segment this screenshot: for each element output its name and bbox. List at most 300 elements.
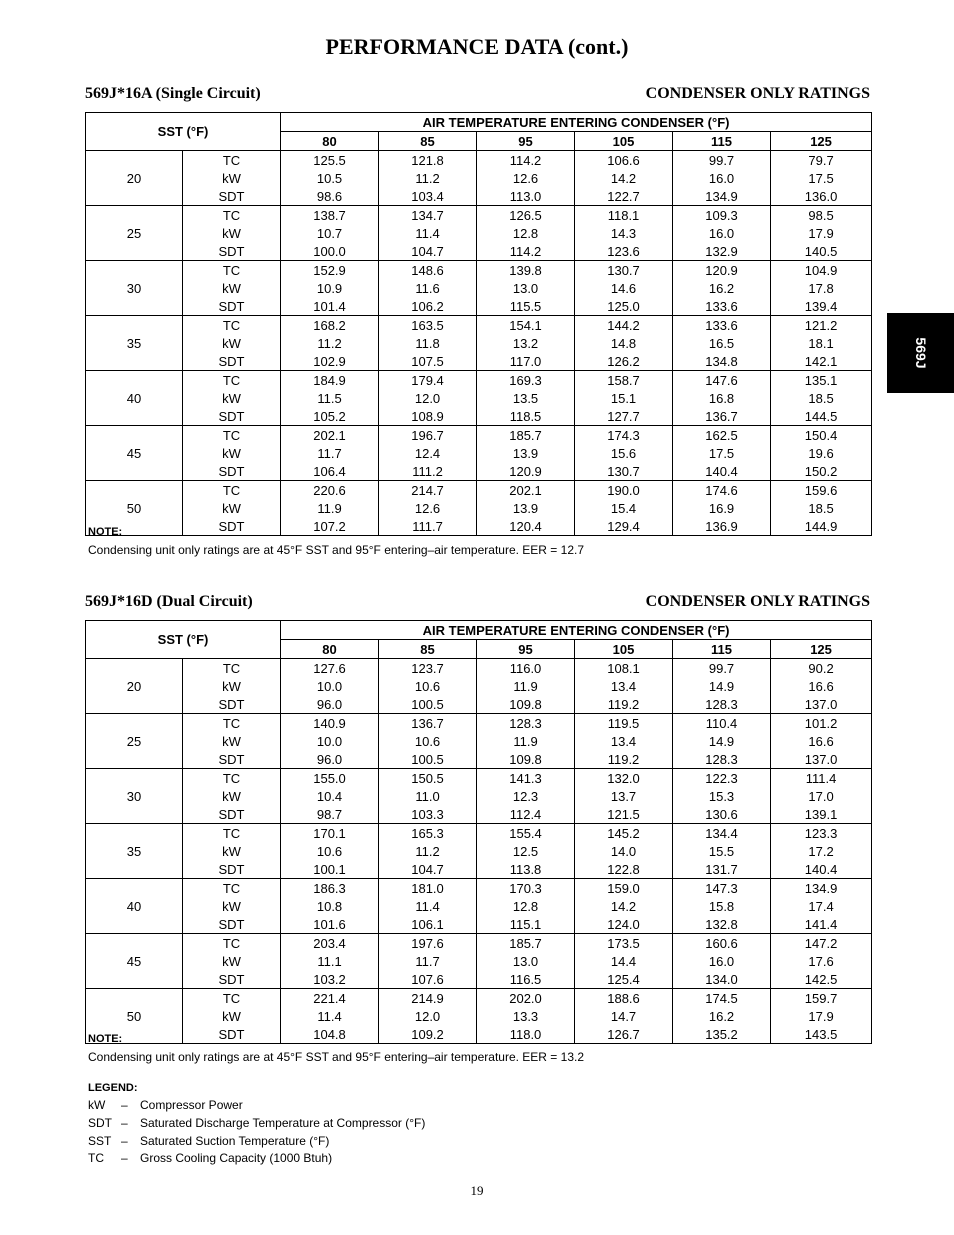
- table-cell: 115.1: [477, 915, 575, 934]
- table-cell: 188.6: [575, 989, 673, 1008]
- table-row: [86, 952, 872, 970]
- page-title: PERFORMANCE DATA (cont.): [325, 34, 629, 59]
- metric-label: SDT: [183, 242, 281, 261]
- air-temp-column-header: 125: [771, 640, 872, 659]
- table-cell: 104.8: [281, 1025, 379, 1044]
- table-cell: 214.7: [379, 481, 477, 500]
- table-cell: 127.6: [281, 659, 379, 678]
- table-cell: 111.4: [771, 769, 872, 788]
- table-row: [86, 1007, 872, 1025]
- table-cell: 121.8: [379, 151, 477, 170]
- table-cell: 15.4: [575, 499, 673, 517]
- metric-label: TC: [183, 714, 281, 733]
- table-cell: 11.9: [281, 499, 379, 517]
- side-tab-label: 569J: [913, 337, 929, 369]
- table-row: [86, 352, 872, 371]
- table-cell: 107.6: [379, 970, 477, 989]
- table-cell: 123.6: [575, 242, 673, 261]
- table-cell: 12.8: [477, 897, 575, 915]
- table-cell: 98.6: [281, 187, 379, 206]
- table-row: [86, 517, 872, 536]
- metric-label: kW: [222, 1008, 241, 1024]
- table-row: [86, 462, 872, 481]
- table-cell: 10.7: [281, 224, 379, 242]
- table-cell: 140.5: [771, 242, 872, 261]
- table-cell: 18.1: [771, 334, 872, 352]
- table-cell: 16.0: [673, 224, 771, 242]
- metric-label: SDT: [183, 970, 281, 989]
- table-cell: 10.0: [281, 732, 379, 750]
- metric-label: kW: [222, 170, 241, 186]
- metric-label: TC: [183, 316, 281, 335]
- table-cell: 16.2: [673, 1007, 771, 1025]
- table-cell: 125.5: [281, 151, 379, 170]
- section-title: 569J*16A (Single Circuit): [85, 85, 261, 102]
- table-cell: 16.0: [673, 952, 771, 970]
- table-cell: 159.6: [771, 481, 872, 500]
- table-cell: 108.9: [379, 407, 477, 426]
- table-cell: 113.0: [477, 187, 575, 206]
- table-cell: 128.3: [673, 695, 771, 714]
- table-row: [86, 407, 872, 426]
- air-temp-header: AIR TEMPERATURE ENTERING CONDENSER (°F): [281, 621, 872, 640]
- table-row: [86, 915, 872, 934]
- table-cell: 16.2: [673, 279, 771, 297]
- table-cell: 197.6: [379, 934, 477, 953]
- table-cell: 135.1: [771, 371, 872, 390]
- table-cell: 145.2: [575, 824, 673, 843]
- table-cell: 148.6: [379, 261, 477, 280]
- table-cell: 108.1: [575, 659, 673, 678]
- table-cell: 137.0: [771, 695, 872, 714]
- table-cell: 105.2: [281, 407, 379, 426]
- table-cell: 114.2: [477, 151, 575, 170]
- table-cell: 163.5: [379, 316, 477, 335]
- air-temp-column-header: 115: [673, 640, 771, 659]
- table-cell: 121.2: [771, 316, 872, 335]
- table-cell: 202.1: [477, 481, 575, 500]
- table-cell: 196.7: [379, 426, 477, 445]
- sst-value: 50: [86, 481, 183, 536]
- metric-label: SDT: [183, 297, 281, 316]
- metric-label: SDT: [183, 1025, 281, 1044]
- table-row: [86, 714, 872, 733]
- table-cell: 79.7: [771, 151, 872, 170]
- table-cell: 136.7: [673, 407, 771, 426]
- metric-label: TC: [183, 481, 281, 500]
- table-cell: 134.8: [673, 352, 771, 371]
- table-cell: 133.6: [673, 297, 771, 316]
- sst-value: 30: [86, 261, 183, 316]
- table-cell: 16.6: [771, 677, 872, 695]
- air-temp-column-header: 80: [281, 132, 379, 151]
- legend-desc: Gross Cooling Capacity (1000 Btuh): [140, 1151, 333, 1165]
- table-cell: 174.5: [673, 989, 771, 1008]
- metric-label: TC: [183, 659, 281, 678]
- performance-table-dual-circuit: [85, 620, 872, 1044]
- table-cell: 134.4: [673, 824, 771, 843]
- table-cell: 132.0: [575, 769, 673, 788]
- table-cell: 130.7: [575, 462, 673, 481]
- table-cell: 128.3: [673, 750, 771, 769]
- table-row: [86, 842, 872, 860]
- metric-label: TC: [183, 989, 281, 1008]
- table-cell: 135.2: [673, 1025, 771, 1044]
- table-cell: 129.4: [575, 517, 673, 536]
- metric-label: kW: [222, 788, 241, 804]
- table-cell: 107.2: [281, 517, 379, 536]
- metric-label: SDT: [183, 750, 281, 769]
- table-cell: 11.2: [379, 169, 477, 187]
- table-cell: 122.3: [673, 769, 771, 788]
- table-cell: 100.0: [281, 242, 379, 261]
- table-cell: 100.1: [281, 860, 379, 879]
- legend-dash: –: [121, 1116, 128, 1130]
- table-cell: 124.0: [575, 915, 673, 934]
- table-cell: 10.0: [281, 677, 379, 695]
- metric-label: TC: [183, 151, 281, 170]
- metric-label: TC: [183, 934, 281, 953]
- metric-label: TC: [183, 879, 281, 898]
- table-cell: 125.0: [575, 297, 673, 316]
- table-cell: 14.9: [673, 732, 771, 750]
- table-cell: 110.4: [673, 714, 771, 733]
- sst-value: 45: [86, 934, 183, 989]
- table-cell: 11.6: [379, 279, 477, 297]
- table-cell: 179.4: [379, 371, 477, 390]
- table-row: [86, 934, 872, 953]
- table-cell: 106.4: [281, 462, 379, 481]
- air-temp-column-header: 115: [673, 132, 771, 151]
- table-row: [86, 897, 872, 915]
- table-cell: 185.7: [477, 934, 575, 953]
- table-cell: 152.9: [281, 261, 379, 280]
- legend-desc: Saturated Suction Temperature (°F): [140, 1134, 330, 1148]
- table-cell: 13.7: [575, 787, 673, 805]
- table-cell: 102.9: [281, 352, 379, 371]
- table-row: [86, 279, 872, 297]
- table-cell: 128.3: [477, 714, 575, 733]
- table-row: [86, 316, 872, 335]
- table-cell: 101.6: [281, 915, 379, 934]
- table-row: [86, 151, 872, 170]
- table-cell: 114.2: [477, 242, 575, 261]
- metric-label: kW: [222, 445, 241, 461]
- table-cell: 120.9: [673, 261, 771, 280]
- table-cell: 186.3: [281, 879, 379, 898]
- sst-value: 45: [86, 426, 183, 481]
- table-cell: 10.5: [281, 169, 379, 187]
- metric-label: TC: [183, 824, 281, 843]
- table-cell: 14.9: [673, 677, 771, 695]
- table-row: [86, 824, 872, 843]
- table-cell: 15.8: [673, 897, 771, 915]
- table-cell: 147.2: [771, 934, 872, 953]
- metric-label: SDT: [183, 352, 281, 371]
- sst-header: SST (°F): [86, 113, 281, 151]
- legend-desc: Compressor Power: [140, 1098, 243, 1112]
- table-cell: 11.8: [379, 334, 477, 352]
- metric-label: kW: [222, 733, 241, 749]
- legend-dash: –: [121, 1134, 128, 1148]
- table-cell: 113.8: [477, 860, 575, 879]
- table-cell: 11.9: [477, 732, 575, 750]
- note-label: NOTE:: [88, 526, 123, 538]
- table-cell: 202.1: [281, 426, 379, 445]
- table-cell: 104.9: [771, 261, 872, 280]
- table-cell: 139.8: [477, 261, 575, 280]
- metric-label: SDT: [183, 517, 281, 536]
- table-cell: 134.9: [771, 879, 872, 898]
- table-cell: 16.0: [673, 169, 771, 187]
- sst-value: 35: [86, 824, 183, 879]
- table-row: [86, 444, 872, 462]
- table-cell: 14.7: [575, 1007, 673, 1025]
- metric-label: kW: [222, 898, 241, 914]
- table-cell: 109.8: [477, 750, 575, 769]
- table-cell: 17.5: [771, 169, 872, 187]
- table-row: [86, 389, 872, 407]
- table-cell: 150.4: [771, 426, 872, 445]
- table-row: [86, 169, 872, 187]
- table-cell: 99.7: [673, 151, 771, 170]
- table-row: [86, 879, 872, 898]
- table-cell: 13.3: [477, 1007, 575, 1025]
- table-row: [86, 481, 872, 500]
- table-row: [86, 426, 872, 445]
- sst-value: 50: [86, 989, 183, 1044]
- metric-label: SDT: [183, 462, 281, 481]
- table-cell: 116.5: [477, 970, 575, 989]
- table-cell: 17.6: [771, 952, 872, 970]
- table-row: [86, 499, 872, 517]
- table-cell: 137.0: [771, 750, 872, 769]
- table-cell: 104.7: [379, 242, 477, 261]
- table-cell: 11.4: [379, 897, 477, 915]
- table-row: [86, 659, 872, 678]
- table-cell: 185.7: [477, 426, 575, 445]
- sst-value: 40: [86, 371, 183, 426]
- table-cell: 170.3: [477, 879, 575, 898]
- table-cell: 117.0: [477, 352, 575, 371]
- table-cell: 119.5: [575, 714, 673, 733]
- table-cell: 109.8: [477, 695, 575, 714]
- table-cell: 90.2: [771, 659, 872, 678]
- table-cell: 12.0: [379, 1007, 477, 1025]
- table-row: [86, 970, 872, 989]
- table-row: [86, 371, 872, 390]
- table-cell: 120.9: [477, 462, 575, 481]
- table-cell: 14.2: [575, 169, 673, 187]
- table-cell: 120.4: [477, 517, 575, 536]
- table-row: [86, 989, 872, 1008]
- table-cell: 12.5: [477, 842, 575, 860]
- legend-desc: Saturated Discharge Temperature at Compressor (°F): [140, 1116, 426, 1130]
- table-cell: 170.1: [281, 824, 379, 843]
- sst-header: SST (°F): [86, 621, 281, 659]
- table-cell: 125.4: [575, 970, 673, 989]
- table-cell: 119.2: [575, 750, 673, 769]
- table-cell: 13.2: [477, 334, 575, 352]
- table-cell: 160.6: [673, 934, 771, 953]
- table-cell: 10.4: [281, 787, 379, 805]
- section-title: 569J*16D (Dual Circuit): [85, 593, 253, 610]
- legend-abbr: SDT: [88, 1116, 112, 1130]
- air-temp-column-header: 95: [477, 640, 575, 659]
- metric-label: SDT: [183, 860, 281, 879]
- table-cell: 144.9: [771, 517, 872, 536]
- metric-label: TC: [183, 769, 281, 788]
- table-cell: 122.8: [575, 860, 673, 879]
- table-cell: 140.4: [771, 860, 872, 879]
- table-cell: 159.0: [575, 879, 673, 898]
- table-cell: 96.0: [281, 750, 379, 769]
- table-cell: 190.0: [575, 481, 673, 500]
- table-cell: 173.5: [575, 934, 673, 953]
- table-cell: 17.9: [771, 1007, 872, 1025]
- table-cell: 13.4: [575, 732, 673, 750]
- sst-value: 20: [86, 659, 183, 714]
- table-cell: 16.9: [673, 499, 771, 517]
- table-cell: 98.7: [281, 805, 379, 824]
- table-cell: 136.0: [771, 187, 872, 206]
- table-row: [86, 769, 872, 788]
- table-cell: 150.5: [379, 769, 477, 788]
- table-cell: 103.3: [379, 805, 477, 824]
- table-row: [86, 206, 872, 225]
- table-cell: 203.4: [281, 934, 379, 953]
- legend-abbr: TC: [88, 1151, 104, 1165]
- sst-value: 20: [86, 151, 183, 206]
- table-cell: 134.9: [673, 187, 771, 206]
- table-cell: 13.5: [477, 389, 575, 407]
- table-cell: 109.3: [673, 206, 771, 225]
- air-temp-column-header: 125: [771, 132, 872, 151]
- table-cell: 142.1: [771, 352, 872, 371]
- table-cell: 115.5: [477, 297, 575, 316]
- table-cell: 15.5: [673, 842, 771, 860]
- metric-label: kW: [222, 335, 241, 351]
- table-cell: 10.6: [379, 677, 477, 695]
- metric-label: kW: [222, 953, 241, 969]
- table-cell: 13.4: [575, 677, 673, 695]
- metric-label: kW: [222, 280, 241, 296]
- table-cell: 17.0: [771, 787, 872, 805]
- metric-label: kW: [222, 390, 241, 406]
- table-cell: 10.6: [379, 732, 477, 750]
- table-cell: 101.4: [281, 297, 379, 316]
- table-cell: 142.5: [771, 970, 872, 989]
- table-row: [86, 1025, 872, 1044]
- air-temp-column-header: 105: [575, 132, 673, 151]
- metric-label: TC: [183, 426, 281, 445]
- air-temp-column-header: 85: [379, 640, 477, 659]
- table-cell: 12.8: [477, 224, 575, 242]
- note-label: NOTE:: [88, 1033, 123, 1045]
- table-cell: 141.3: [477, 769, 575, 788]
- table-cell: 118.5: [477, 407, 575, 426]
- table-cell: 136.7: [379, 714, 477, 733]
- table-cell: 109.2: [379, 1025, 477, 1044]
- air-temp-column-header: 95: [477, 132, 575, 151]
- table-cell: 15.3: [673, 787, 771, 805]
- table-cell: 126.7: [575, 1025, 673, 1044]
- table-cell: 141.4: [771, 915, 872, 934]
- table-cell: 122.7: [575, 187, 673, 206]
- table-cell: 221.4: [281, 989, 379, 1008]
- table-cell: 11.2: [379, 842, 477, 860]
- metric-label: SDT: [183, 805, 281, 824]
- legend-dash: –: [121, 1098, 128, 1112]
- table-row: [86, 787, 872, 805]
- table-cell: 147.6: [673, 371, 771, 390]
- table-cell: 147.3: [673, 879, 771, 898]
- sst-value: 40: [86, 879, 183, 934]
- table-cell: 126.2: [575, 352, 673, 371]
- table-cell: 130.6: [673, 805, 771, 824]
- table-cell: 106.2: [379, 297, 477, 316]
- table-cell: 100.5: [379, 750, 477, 769]
- note-text: Condensing unit only ratings are at 45°F SST and 95°F entering–air temperature. EER = 12.7: [88, 543, 584, 557]
- table-row: [86, 224, 872, 242]
- table-cell: 11.5: [281, 389, 379, 407]
- table-cell: 103.4: [379, 187, 477, 206]
- table-cell: 107.5: [379, 352, 477, 371]
- table-cell: 15.6: [575, 444, 673, 462]
- table-cell: 111.2: [379, 462, 477, 481]
- table-cell: 130.7: [575, 261, 673, 280]
- table-cell: 132.9: [673, 242, 771, 261]
- table-cell: 121.5: [575, 805, 673, 824]
- table-cell: 132.8: [673, 915, 771, 934]
- table-cell: 18.5: [771, 389, 872, 407]
- table-cell: 11.0: [379, 787, 477, 805]
- metric-label: kW: [222, 225, 241, 241]
- table-cell: 133.6: [673, 316, 771, 335]
- table-cell: 13.0: [477, 952, 575, 970]
- table-cell: 17.8: [771, 279, 872, 297]
- air-temp-column-header: 105: [575, 640, 673, 659]
- table-cell: 11.2: [281, 334, 379, 352]
- sst-value: 30: [86, 769, 183, 824]
- metric-label: TC: [183, 371, 281, 390]
- table-cell: 13.9: [477, 499, 575, 517]
- table-row: [86, 805, 872, 824]
- metric-label: SDT: [183, 695, 281, 714]
- table-cell: 17.5: [673, 444, 771, 462]
- table-cell: 159.7: [771, 989, 872, 1008]
- sst-value: 35: [86, 316, 183, 371]
- table-cell: 10.9: [281, 279, 379, 297]
- table-cell: 184.9: [281, 371, 379, 390]
- page-number: 19: [470, 1183, 484, 1198]
- table-cell: 15.1: [575, 389, 673, 407]
- performance-table-single-circuit: [85, 112, 872, 536]
- table-cell: 11.7: [281, 444, 379, 462]
- table-cell: 104.7: [379, 860, 477, 879]
- table-cell: 150.2: [771, 462, 872, 481]
- table-cell: 112.4: [477, 805, 575, 824]
- table-cell: 96.0: [281, 695, 379, 714]
- metric-label: TC: [183, 206, 281, 225]
- table-cell: 144.2: [575, 316, 673, 335]
- air-temp-column-header: 80: [281, 640, 379, 659]
- table-cell: 16.8: [673, 389, 771, 407]
- table-cell: 100.5: [379, 695, 477, 714]
- table-cell: 127.7: [575, 407, 673, 426]
- table-cell: 181.0: [379, 879, 477, 898]
- table-row: [86, 860, 872, 879]
